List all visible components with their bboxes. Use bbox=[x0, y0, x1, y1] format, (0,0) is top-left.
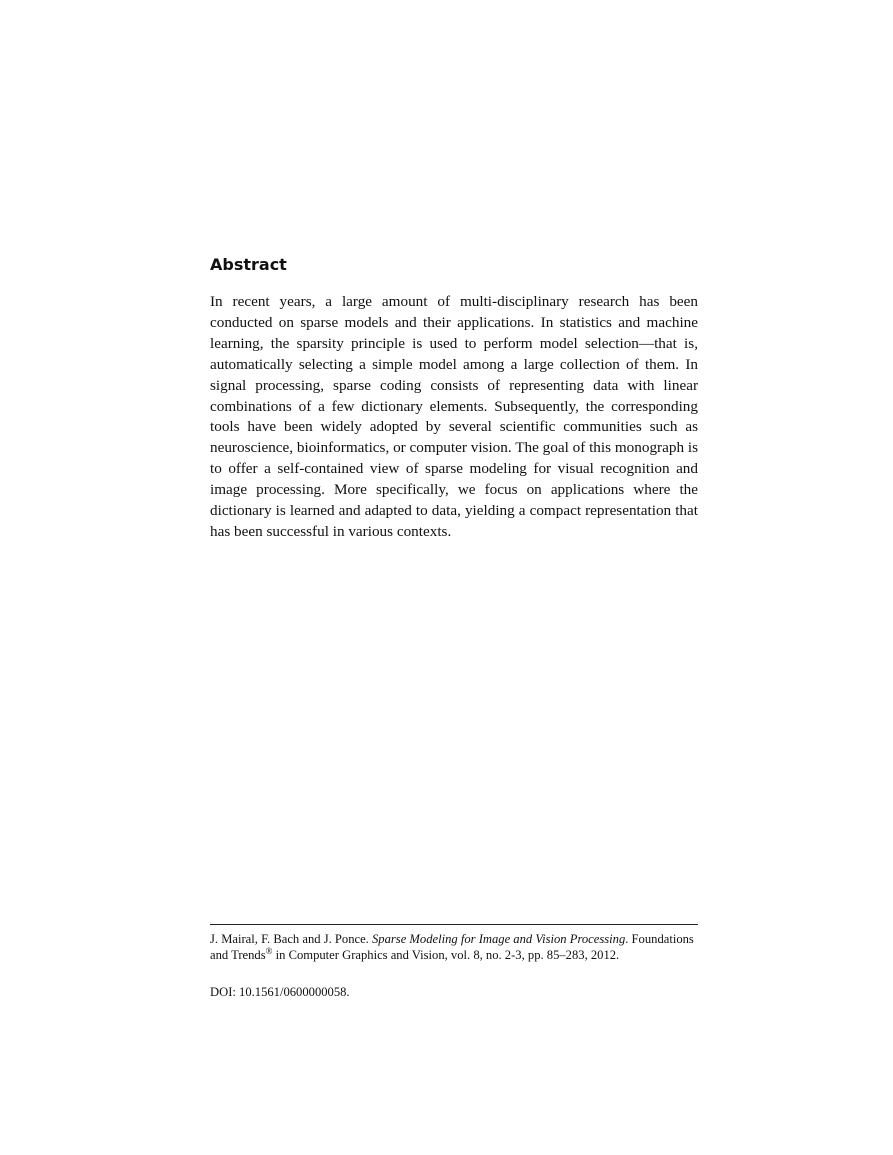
citation-doi: DOI: 10.1561/0600000058. bbox=[210, 985, 350, 999]
registered-mark: ® bbox=[265, 946, 273, 956]
abstract-body: In recent years, a large amount of multi-disciplinary research has been conducted on sparse models and their applications. In statistics and machine learning, the sparsity principle is used to perform model selection—that is, automatically selecting a simple model among a large collection of them. In signal processing, sparse coding consists of representing data with linear combinations of a few dictionary elements. Subsequently, the corresponding tools have been widely adopted by several scientific communities such as neuroscience, bioinformatics, or computer vision. The goal of this monograph is to offer a self-contained view of sparse modeling for visual recognition and image processing. More specifically, we focus on applications where the dictionary is learned and adapted to data, yielding a compact representation that has been successful in various contexts. bbox=[210, 293, 698, 540]
citation-publisher-suffix: in Computer Graphics and Vision, vol. 8, no. 2-3, pp. 85–283, 2012. bbox=[272, 948, 620, 962]
abstract-heading: Abstract bbox=[210, 255, 287, 274]
citation-authors: J. Mairal, F. Bach and J. Ponce. bbox=[210, 932, 369, 946]
citation-publisher-prefix: . Foundations and Trends bbox=[210, 932, 694, 962]
footnote-rule bbox=[210, 924, 698, 925]
page bbox=[210, 0, 698, 1155]
citation bbox=[210, 931, 698, 963]
citation-title: Sparse Modeling for Image and Vision Processing bbox=[372, 932, 626, 946]
